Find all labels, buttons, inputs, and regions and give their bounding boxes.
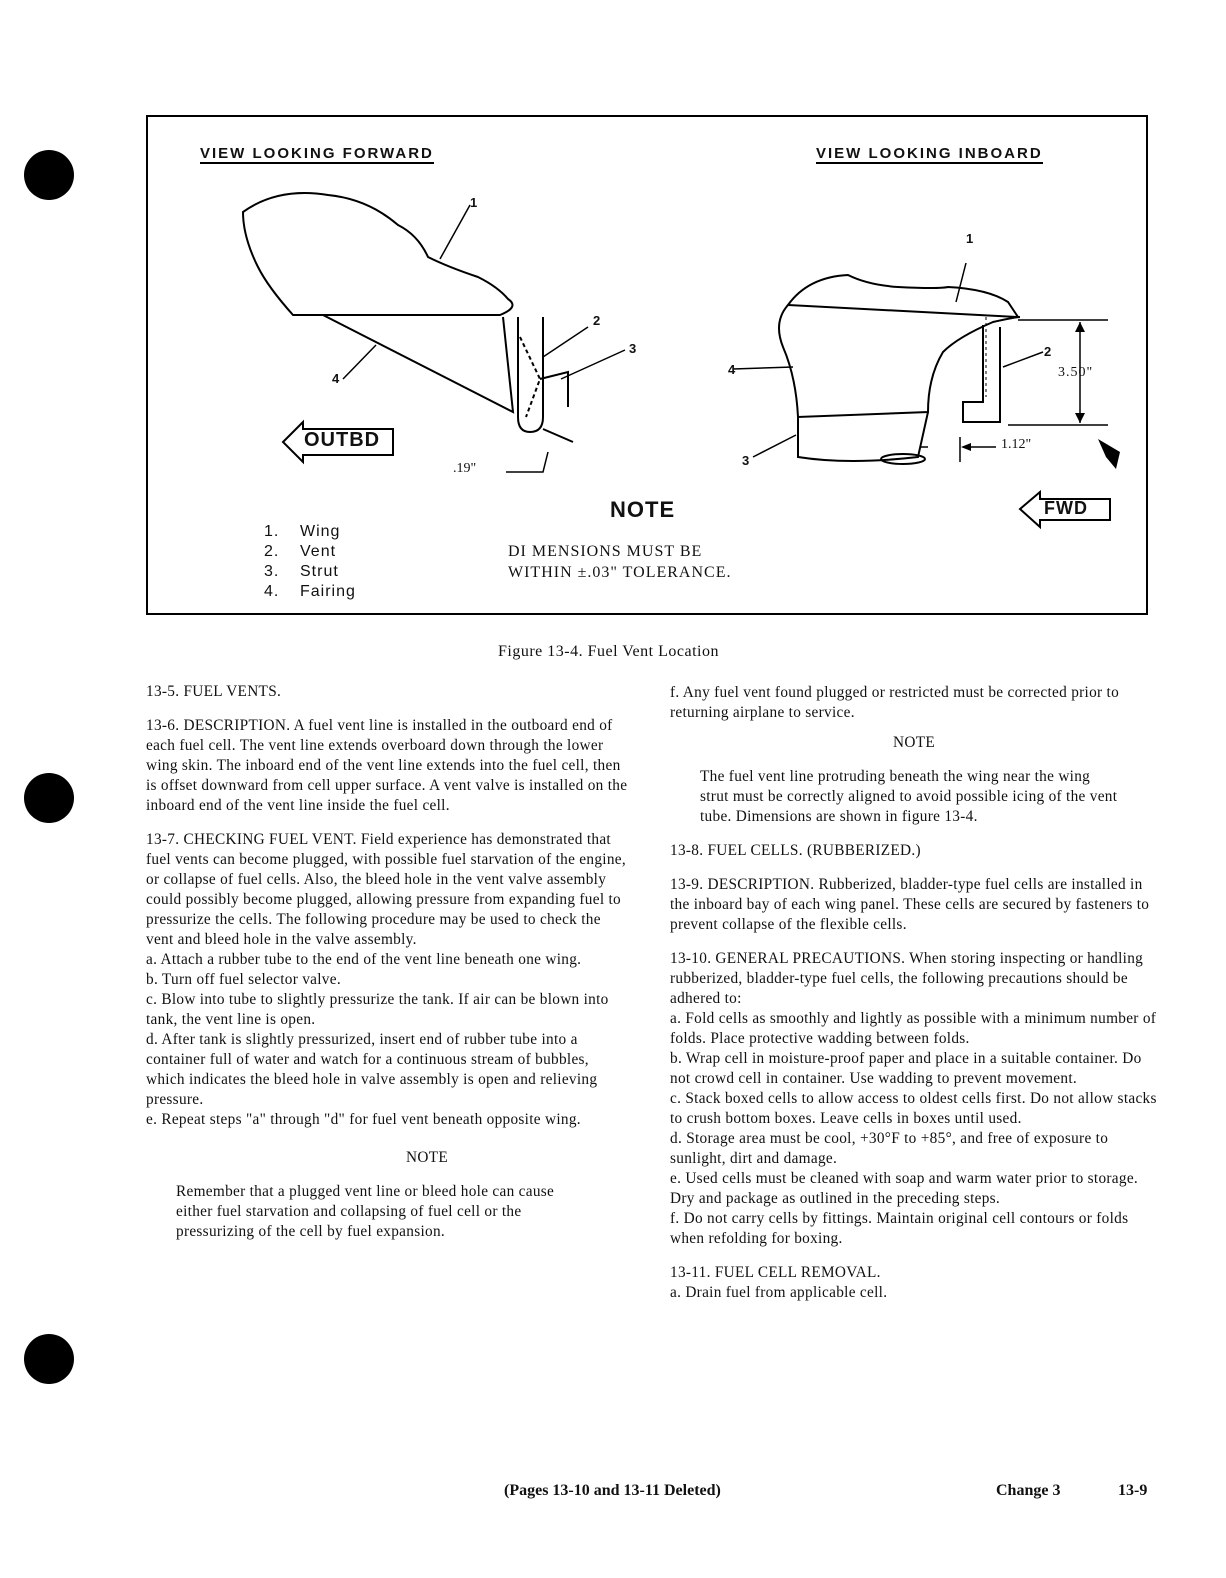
dimension-350: 3.50" <box>1058 365 1094 380</box>
figure-note-text: DI MENSIONS MUST BE WITHIN ±.03" TOLERANCE. <box>508 543 732 581</box>
section-heading-fuel-vents: 13-5. FUEL VENTS. <box>146 683 282 700</box>
legend-item: 1. Wing <box>264 523 341 540</box>
precaution-d: d. Storage area must be cool, +30°F to +85°, and free of exposure to sunlight, dirt and damage. <box>670 1130 1109 1167</box>
section-heading-fuel-cells: 13-8. FUEL CELLS. (RUBBERIZED.) <box>670 842 921 859</box>
note-title: NOTE <box>406 1149 448 1166</box>
step-c: c. Blow into tube to slightly pressurize the tank. If air can be blown into tank, the vent line is open. <box>146 991 609 1028</box>
figure-legend <box>264 522 356 602</box>
punch-hole-middle <box>24 773 74 823</box>
paragraph-checking-fuel-vent: 13-7. CHECKING FUEL VENT. Field experience has demonstrated that fuel vents can become plugged, with possible fuel starvation of the engine, or collapse of fuel cells. Also, the bleed hole in the vent valve assembly could possibly become plugged, allowing pressure from expanding fuel to pressurize the cells. The following procedure may be used to check the vent and bleed hole in the valve assembly. <box>146 831 627 948</box>
note-text: Remember that a plugged vent line or bleed hole can cause either fuel starvation and collapsing of fuel cell or the pressurizing of the cell by fuel expansion. <box>176 1183 555 1240</box>
legend-item: 4. Fairing <box>264 583 356 600</box>
paragraph-fuel-cells-description: 13-9. DESCRIPTION. Rubberized, bladder-type fuel cells are installed in the inboard bay of each wing panel. These cells are secured by fasteners to prevent collapse of the flexible cells. <box>670 876 1150 933</box>
precaution-b: b. Wrap cell in moisture-proof paper and place in a suitable container. Do not crowd cell in container. Use wadding to prevent movement. <box>670 1050 1142 1087</box>
callout-3-forward: 3 <box>629 341 637 356</box>
right-column <box>670 683 1158 1303</box>
step-a: a. Attach a rubber tube to the end of the vent line beneath one wing. <box>146 951 582 968</box>
punch-hole-bottom <box>24 1334 74 1384</box>
precaution-c: c. Stack boxed cells to allow access to oldest cells first. Do not allow stacks to crush bottom boxes. Leave cells in boxes until used. <box>670 1090 1157 1127</box>
callout-4-inboard: 4 <box>728 362 736 377</box>
removal-step-a: a. Drain fuel from applicable cell. <box>670 1284 888 1301</box>
step-e: e. Repeat steps "a" through "d" for fuel vent beneath opposite wing. <box>146 1111 581 1128</box>
wing-outline-inboard <box>788 275 1018 317</box>
vent-tube-inboard <box>963 325 1000 422</box>
left-column <box>146 682 628 1242</box>
callout-2-forward: 2 <box>593 313 601 328</box>
view-inboard-title: VIEW LOOKING INBOARD <box>816 145 1043 162</box>
precaution-e: e. Used cells must be cleaned with soap and warm water prior to storage. Dry and package as outlined in the preceding steps. <box>670 1170 1139 1207</box>
dimension-019: .19" <box>453 461 477 476</box>
callout-1-forward: 1 <box>470 195 478 210</box>
view-forward-title: VIEW LOOKING FORWARD <box>200 145 434 162</box>
precaution-a: a. Fold cells as smoothly and lightly as possible with a minimum number of folds. Place protective wadding between folds. <box>670 1010 1157 1047</box>
fairing-forward <box>323 315 513 412</box>
footer-page-number: 13-9 <box>1118 1482 1148 1499</box>
callout-4-forward: 4 <box>332 371 340 386</box>
strut-forward <box>540 372 573 442</box>
section-heading-fuel-cell-removal: 13-11. FUEL CELL REMOVAL. <box>670 1264 881 1281</box>
dimension-112: 1.12" <box>1001 437 1032 452</box>
figure-note-title: NOTE <box>610 497 676 522</box>
step-f: f. Any fuel vent found plugged or restricted must be corrected prior to returning airplane to service. <box>670 684 1120 721</box>
vent-tube-forward <box>518 317 543 432</box>
figure-caption: Figure 13-4. Fuel Vent Location <box>498 643 719 660</box>
legend-item: 3. Strut <box>264 563 339 580</box>
callout-2-inboard: 2 <box>1044 344 1052 359</box>
precaution-f: f. Do not carry cells by fittings. Maintain original cell contours or folds when refolding for boxing. <box>670 1210 1129 1247</box>
footer-pages-deleted: (Pages 13-10 and 13-11 Deleted) <box>504 1482 721 1499</box>
legend-item: 2. Vent <box>264 543 337 560</box>
footer-change: Change 3 <box>996 1482 1061 1499</box>
punch-hole-top <box>24 150 74 200</box>
figure-13-4 <box>146 115 1148 615</box>
callout-1-inboard: 1 <box>966 231 974 246</box>
note-title: NOTE <box>893 734 935 751</box>
outbd-label: OUTBD <box>304 429 381 451</box>
wing-outline-forward <box>243 193 513 315</box>
step-d: d. After tank is slightly pressurized, insert end of rubber tube into a container full of water and watch for a continuous stream of bubbles, which indicates the bleed hole in valve assembly is open and relieving pressure. <box>146 1031 598 1108</box>
paragraph-general-precautions: 13-10. GENERAL PRECAUTIONS. When storing inspecting or handling rubberized, bladder-type fuel cells, the following precautions should be adhered to: <box>670 950 1144 1007</box>
callout-3-inboard: 3 <box>742 453 750 468</box>
paragraph-description: 13-6. DESCRIPTION. A fuel vent line is installed in the outboard end of each fuel cell. The vent line extends overboard down through the lower wing skin. The inboard end of the vent line extends into the fuel cell, then is offset downward from cell upper surface. A vent valve is installed on the inboard end of the vent line inside the fuel cell. <box>146 717 628 814</box>
step-b: b. Turn off fuel selector valve. <box>146 971 341 988</box>
fwd-label: FWD <box>1044 498 1088 518</box>
note-text: The fuel vent line protruding beneath the wing near the wing strut must be correctly aligned to avoid possible icing of the vent tube. Dimensions are shown in figure 13-4. <box>700 768 1118 825</box>
